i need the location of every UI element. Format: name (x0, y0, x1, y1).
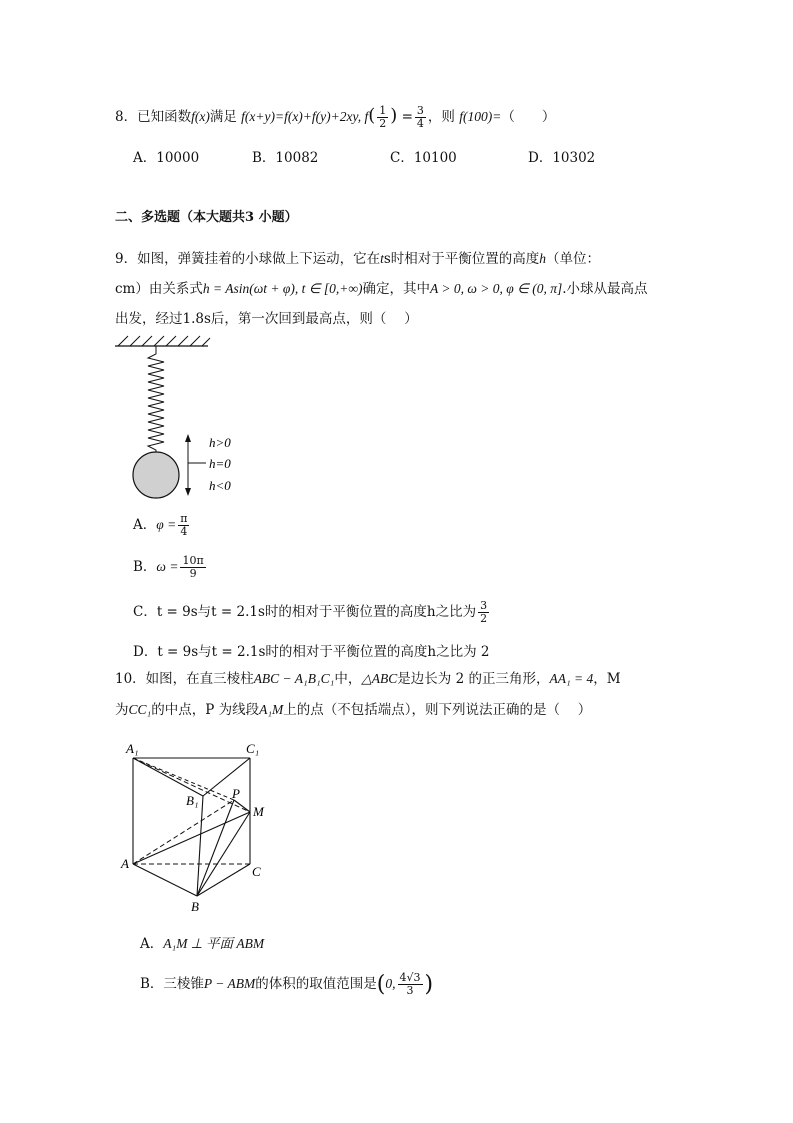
q9-option-d[interactable]: D．t = 9s与t = 2.1s时的相对于平衡位置的高度h之比为 2 (133, 644, 490, 660)
label-m: M (253, 804, 264, 819)
label-h-positive: h>0 (209, 435, 231, 450)
label-h-negative: h<0 (209, 478, 231, 493)
q8-equals: = (401, 109, 413, 125)
label-c1: C₁ (246, 741, 260, 756)
q8-value-fraction: $\frac{3}{4}$ (416, 104, 424, 130)
q8-option-c[interactable]: C．10100 (390, 150, 457, 166)
prism-figure (118, 738, 278, 918)
q10-option-b[interactable]: B．三棱锥P − ABM的体积的取值范围是(0, $\frac{4√3}{3}$ ) (140, 971, 434, 997)
q9-line3: 出发，经过1.8s后，第一次回到最高点，则（ ） (115, 311, 418, 327)
label-c: C (252, 864, 261, 879)
q8-fx: f(x) (191, 109, 210, 124)
q9-option-b[interactable]: B．ω = $\frac{10\pi}{9}$ (133, 554, 204, 580)
spring (148, 346, 164, 454)
label-b1: B₁ (186, 793, 199, 808)
q8-number: 8． (115, 109, 138, 125)
q8-paren: （ ） (501, 109, 556, 125)
section-title: 二、多选题（本大题共3 小题） (115, 210, 298, 225)
q8-option-a[interactable]: A．10000 (133, 150, 200, 166)
q8-f100: f(100)= (459, 109, 502, 124)
q8-satisfies: 满足 (209, 109, 237, 125)
q9-option-c[interactable]: C．t = 9s与t = 2.1s时的相对于平衡位置的高度h之比为 $\frac{3}{2}$ (133, 599, 488, 625)
label-p: P (232, 786, 240, 801)
label-b: B (191, 899, 199, 914)
q8-prefix: 已知函数 (137, 109, 192, 125)
q9-option-a[interactable]: A．φ = $\frac{\pi}{4}$ (133, 512, 188, 538)
q8-ask: ，则 (427, 109, 455, 125)
q8-stem: 8．已知函数f(x)满足 f(x+y)=f(x)+f(y)+2xy, f( $\frac{1}{2}$ ) = $\frac{3}{4}$ ，则 f(100)=（ ） (115, 104, 556, 130)
q8-option-d[interactable]: D．10302 (528, 150, 596, 166)
label-a1: A₁ (126, 741, 139, 756)
label-h-zero: h=0 (209, 456, 231, 471)
q10-option-a[interactable]: A．A₁M ⊥ 平面 ABM (140, 936, 265, 952)
spring-ball-figure (110, 334, 260, 504)
q9-line1: 9．如图，弹簧挂着的小球做上下运动，它在ts时相对于平衡位置的高度h（单位： (115, 251, 601, 267)
q8-option-b[interactable]: B．10082 (252, 150, 319, 166)
q10-line2: 为CC₁的中点，P 为线段A₁M上的点（不包括端点），则下列说法正确的是（ ） (115, 702, 592, 718)
q9-line2: cm）由关系式h = Asin(ωt + φ), t ∈ [0,+∞)确定，其中A > 0, ω > 0, φ ∈ (0, π].小球从最高点 (115, 281, 648, 297)
label-a: A (121, 856, 129, 871)
q10-line1: 10．如图，在直三棱柱ABC − A₁B₁C₁中，△ABC是边长为 2 的正三角形，AA₁ = 4，M (115, 671, 621, 687)
ball (133, 452, 179, 498)
q8-equation: f(x+y)=f(x)+f(y)+2xy, f (241, 109, 369, 124)
q8-half-fraction: $\frac{1}{2}$ (379, 104, 387, 130)
